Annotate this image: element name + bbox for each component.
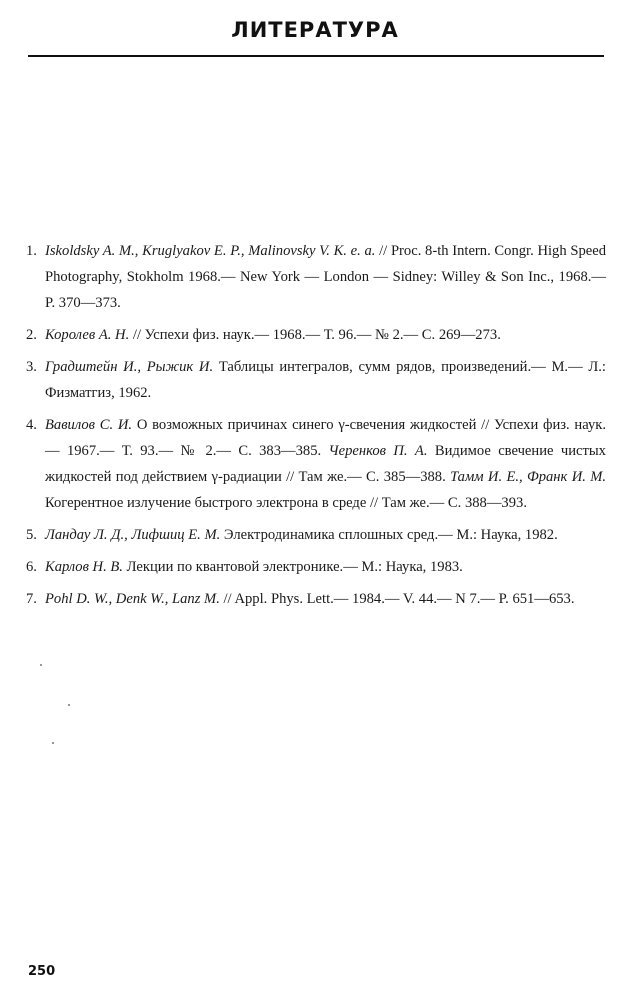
reference-item-4	[26, 412, 606, 516]
reference-number: 1.	[26, 243, 37, 259]
reference-source: О возможных причинах синего γ-свечения жидкостей // Успехи физ. наук.— 1967.— Т. 93.— № 2.— С. 383—385.	[45, 417, 607, 459]
reference-authors: Вавилов С. И.	[45, 417, 133, 433]
reference-source: Лекции по квантовой электронике.— М.: Наука, 1983.	[126, 559, 463, 575]
reference-source: Proc. 8-th Intern. Congr. High Speed Photography, Stokholm 1968.— New York — London — Sidney: Willey & Son Inc., 1968.— P. 370—373.	[45, 243, 607, 311]
reference-source-3: Когерентное излучение быстрого электрона в среде // Там же.— С. 388—393.	[45, 495, 527, 511]
page-title: ЛИТЕРАТУРА	[231, 18, 399, 42]
reference-item-5	[26, 522, 606, 548]
reference-separator: //	[375, 243, 391, 259]
reference-authors: Карлов Н. В.	[45, 559, 123, 575]
reference-source: Appl. Phys. Lett.— 1984.— V. 44.— N 7.— P. 651—653.	[234, 591, 575, 607]
reference-source: Электродинамика сплошных сред.— М.: Наука, 1982.	[223, 527, 558, 543]
reference-item-6	[26, 554, 606, 580]
reference-number: 4.	[26, 417, 37, 433]
reference-item-7	[26, 586, 606, 612]
title-divider	[28, 55, 604, 57]
reference-item-3	[26, 354, 606, 406]
reference-source: Таблицы интегралов, сумм рядов, произведений.— М.— Л.: Физматгиз, 1962.	[45, 359, 606, 401]
page-number: 250	[28, 964, 56, 979]
reference-authors-3: Тамм И. Е., Франк И. М.	[450, 469, 607, 485]
reference-authors: Iskoldsky A. M., Kruglyakov E. P., Malinovsky V. K. e. a.	[45, 243, 376, 259]
reference-authors-2: Черенков П. А.	[328, 443, 428, 459]
reference-number: 3.	[26, 359, 37, 375]
reference-separator: //	[219, 591, 235, 607]
reference-separator: //	[129, 327, 145, 343]
reference-authors: Градштейн И., Рыжик И.	[45, 359, 214, 375]
reference-item-2	[26, 322, 606, 348]
reference-authors: Ландау Л. Д., Лифшиц Е. М.	[45, 527, 221, 543]
reference-number: 7.	[26, 591, 37, 607]
reference-item-1	[26, 238, 606, 316]
reference-authors: Королев А. Н.	[45, 327, 130, 343]
reference-number: 6.	[26, 559, 37, 575]
scan-speck	[52, 742, 54, 744]
scan-speck	[68, 704, 70, 706]
reference-number: 2.	[26, 327, 37, 343]
reference-source-2: Видимое свечение чистых жидкостей под действием γ-радиации // Там же.— С. 385—388.	[45, 443, 606, 485]
reference-number: 5.	[26, 527, 37, 543]
reference-source: Успехи физ. наук.— 1968.— Т. 96.— № 2.— С. 269—273.	[144, 327, 501, 343]
scan-speck	[40, 664, 42, 666]
reference-authors: Pohl D. W., Denk W., Lanz M.	[45, 591, 220, 607]
reference-list	[26, 238, 606, 618]
